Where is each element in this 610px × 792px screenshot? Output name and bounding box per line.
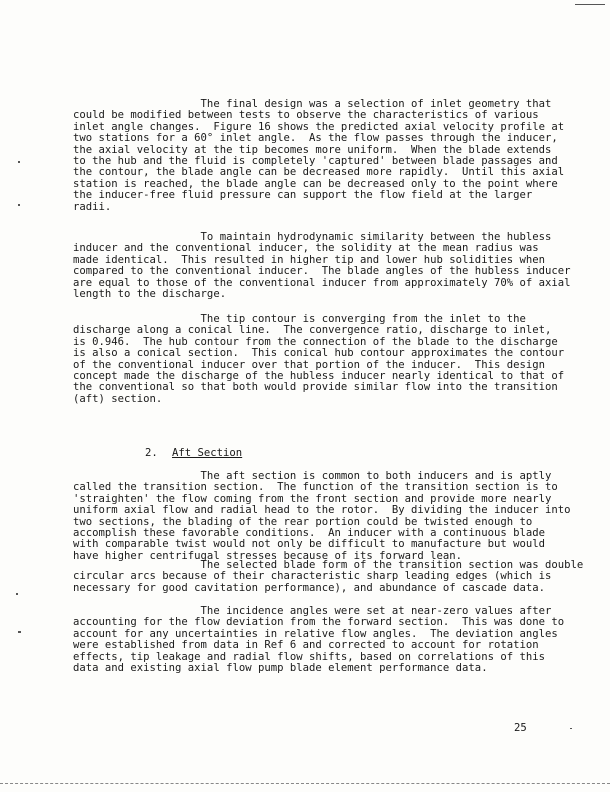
- section-title: Aft Section: [172, 447, 243, 459]
- text-line: radii.: [73, 200, 112, 213]
- text-line: of the conventional inducer over that portion of the inducer. This design: [73, 358, 545, 371]
- text-line: necessary for good cavitation performance), and abundance of cascade data.: [73, 581, 545, 594]
- text-line: were established from data in Ref 6 and corrected to account for rotation: [73, 639, 539, 652]
- text-line: could be modified between tests to observe the characteristics of various: [73, 109, 539, 122]
- scan-bottom-edge: [0, 783, 610, 784]
- text-line: To maintain hydrodynamic similarity between the hubless: [73, 231, 552, 243]
- text-line: the axial velocity at the tip becomes more uniform. When the blade extends: [73, 143, 552, 156]
- text-line: inlet angle changes. Figure 16 shows the predicted axial velocity profile at: [73, 120, 565, 133]
- paragraph-final-design: [73, 98, 565, 213]
- text-line: The aft section is common to both inducers and is aptly: [73, 470, 552, 482]
- section-number: 2.: [145, 447, 158, 459]
- paragraph-hydrodynamic-similarity: [73, 231, 571, 301]
- text-line: is also a conical section. This conical hub contour approximates the contour: [73, 347, 565, 360]
- paragraph-tip-contour: [73, 313, 565, 405]
- text-line: (aft) section.: [73, 392, 163, 405]
- text-line: The incidence angles were set at near-zero values after: [73, 605, 552, 617]
- scan-speck: [18, 204, 20, 206]
- paragraph-aft-section: [73, 470, 571, 562]
- text-line: the inducer-free fluid pressure can support the flow field at the larger: [73, 189, 533, 202]
- section-heading: [145, 447, 242, 459]
- scan-speck: [18, 631, 21, 633]
- text-line: called the transition section. The function of the transition section is to: [73, 481, 558, 494]
- text-line: two sections, the blading of the rear portion could be twisted enough to: [73, 515, 533, 528]
- text-line: compared to the conventional inducer. The blade angles of the hubless inducer: [73, 265, 571, 278]
- text-line: The selected blade form of the transition section was double: [73, 559, 584, 571]
- text-line: The tip contour is converging from the inlet to the: [73, 313, 526, 325]
- scan-edge-mark: [575, 4, 605, 5]
- text-line: to the hub and the fluid is completely 'captured' between blade passages and: [73, 155, 558, 168]
- text-line: is 0.946. The hub contour from the connection of the blade to the discharge: [73, 335, 558, 348]
- text-line: accounting for the flow deviation from the forward section. This was done to: [73, 616, 565, 629]
- text-line: are equal to those of the conventional inducer from approximately 70% of axial: [73, 276, 571, 289]
- text-line: the contour, the blade angle can be decreased more rapidly. Until this axial: [73, 166, 565, 179]
- text-line: have higher centrifugal stresses because of its forward lean.: [73, 549, 463, 562]
- text-line: accomplish these favorable conditions. An inducer with a continuous blade: [73, 527, 545, 540]
- text-line: with comparable twist would not only be difficult to manufacture but would: [73, 538, 545, 551]
- text-line: circular arcs because of their characteristic sharp leading edges (which is: [73, 570, 552, 583]
- text-line: concept made the discharge of the hubless inducer nearly identical to that of: [73, 370, 565, 383]
- paragraph-incidence-angles: [73, 605, 565, 675]
- page-number: 25: [514, 722, 527, 734]
- text-line: the conventional so that both would provide similar flow into the transition: [73, 381, 558, 394]
- scan-speck: [18, 161, 20, 163]
- text-line: length to the discharge.: [73, 288, 227, 301]
- text-line: two stations for a 60° inlet angle. As the flow passes through the inducer,: [73, 132, 558, 145]
- text-line: 'straighten' the flow coming from the front section and provide more nearly: [73, 492, 552, 505]
- text-line: account for any uncertainties in relative flow angles. The deviation angles: [73, 627, 558, 640]
- text-line: data and existing axial flow pump blade element performance data.: [73, 662, 488, 675]
- text-line: made identical. This resulted in higher tip and lower hub solidities when: [73, 253, 545, 266]
- text-line: station is reached, the blade angle can be decreased only to the point where: [73, 177, 558, 190]
- text-line: The final design was a selection of inlet geometry that: [73, 98, 552, 110]
- scan-speck: [16, 593, 18, 595]
- text-line: effects, tip leakage and radial flow shifts, based on correlations of this: [73, 650, 545, 663]
- text-line: inducer and the conventional inducer, the solidity at the mean radius was: [73, 242, 539, 255]
- text-line: discharge along a conical line. The convergence ratio, discharge to inlet,: [73, 324, 552, 337]
- paragraph-blade-form: [73, 559, 584, 594]
- text-line: uniform axial flow and radial head to the rotor. By dividing the inducer into: [73, 504, 571, 517]
- scan-speck: [570, 728, 572, 729]
